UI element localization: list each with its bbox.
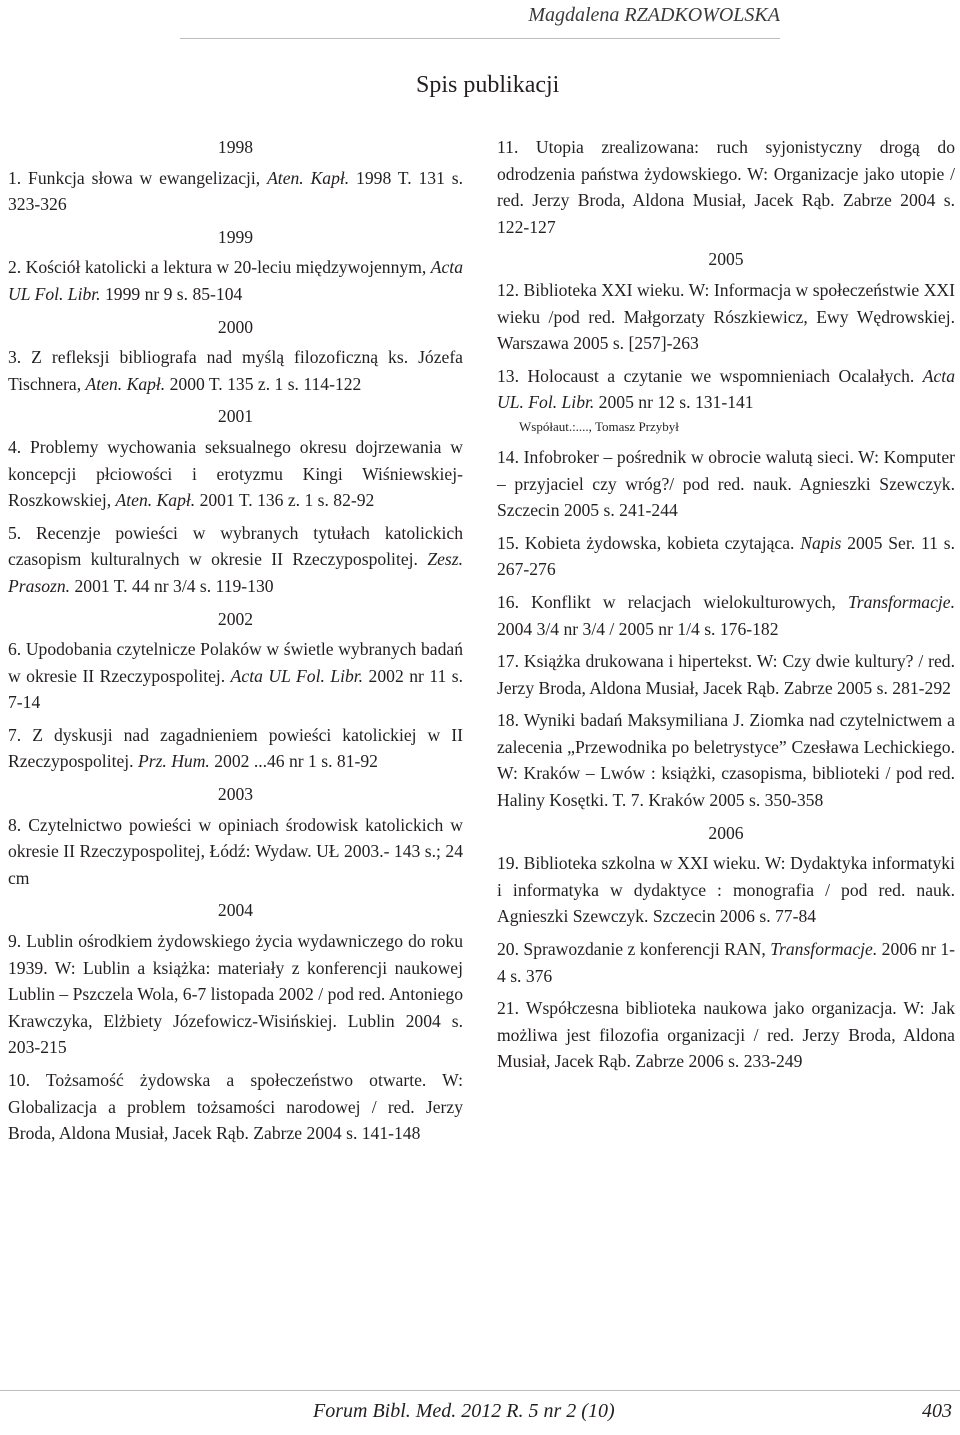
journal-citation: Forum Bibl. Med. 2012 R. 5 nr 2 (10): [313, 1400, 615, 1422]
page-number: 403: [922, 1400, 952, 1422]
publication-entry: 11. Utopia zrealizowana: ruch syjonistyczny drogą do odrodzenia państwa żydowskiego. W: Organizacje jako utopie / red. Jerzy Broda, Aldona Musiał, Jacek Rąb. Zabrze 2004 s. 122-127: [497, 137, 955, 237]
section-title: Spis publikacji: [416, 72, 560, 98]
publication-entry: 6. Upodobania czytelnicze Polaków w świetle wybranych badań w okresie II Rzeczypospolitej. Acta UL Fol. Libr. 2002 nr 11 s. 7-14: [8, 639, 463, 713]
publication-entry: 8. Czytelnictwo powieści w opiniach środowisk katolickich w okresie II Rzeczypospolitej, Łódź: Wydaw. UŁ 2003.- 143 s.; 24 cm: [8, 814, 463, 888]
year-heading: 2004: [217, 900, 254, 921]
year-heading: 2003: [217, 784, 254, 805]
year-heading: 1998: [217, 137, 254, 157]
year-heading: 2001: [217, 406, 254, 427]
publication-entry: 16. Konflikt w relacjach wielokulturowych, Transformacje. 2004 3/4 nr 3/4 / 2005 nr 1/4 s. 176-182: [497, 591, 955, 639]
coauthor-note: Współaut.:...., Tomasz Przybył: [519, 418, 679, 434]
publication-entry: 15. Kobieta żydowska, kobieta czytająca. Napis 2005 Ser. 11 s. 267-276: [497, 532, 955, 580]
publication-entry: 3. Z refleksji bibliografa nad myślą filozoficzną ks. Józefa Tischnera, Aten. Kapł. 2000 T. 135 z. 1 s. 114-122: [8, 347, 463, 394]
publication-entry: 1. Funkcja słowa w ewangelizacji, Aten. Kapł. 1998 T. 131 s. 323-326: [8, 167, 463, 215]
year-heading: 2005: [708, 249, 744, 270]
header-rule: [180, 38, 780, 39]
publication-entry: 13. Holocaust a czytanie we wspomnieniach Ocalałych. Acta UL. Fol. Libr. 2005 nr 12 s. 131-141: [497, 365, 955, 413]
running-head-author: Magdalena RZADKOWOLSKA: [528, 4, 780, 26]
publication-entry: 14. Infobroker – pośrednik w obrocie walutą sieci. W: Komputer – przyjaciel czy wróg?/ pod red. nauk. Agnieszki Szewczyk. Szczecin 2005 s. 241-244: [497, 446, 955, 521]
publication-entry: 20. Sprawozdanie z konferencji RAN, Transformacje. 2006 nr 1-4 s. 376: [497, 939, 955, 986]
publication-entry: 2. Kościół katolicki a lektura w 20-leciu międzywojennym, Acta UL Fol. Libr. 1999 nr 9 s. 85-104: [8, 257, 463, 304]
year-heading: 2000: [217, 316, 254, 337]
publication-entry: 19. Biblioteka szkolna w XXI wieku. W: Dydaktyka informatyki i informatyka w dydaktyce : monografia / pod red. nauk. Agnieszki Szewczyk. Szczecin 2006 s. 77-84: [497, 853, 955, 927]
year-heading: 2006: [708, 822, 744, 843]
right-column: [497, 134, 955, 1081]
year-heading: 2002: [217, 608, 254, 629]
publication-entry: 12. Biblioteka XXI wieku. W: Informacja w społeczeństwie XXI wieku /pod red. Małgorzaty Rószkiewicz, Ewy Wędrowskiej. Warszawa 2005 s. [257]-263: [497, 279, 955, 354]
page-header: [0, 0, 960, 42]
publication-entry: 9. Lublin ośrodkiem żydowskiego życia wydawniczego do roku 1939. W: Lublin a książka: materiały z konferencji naukowej Lublin – Pszczela Wola, 6-7 listopada 2002 / pod red. Antoniego Krawczyka, Elżbiety Józefowicz-Wisińskiej. Lublin 2004 s. 203-215: [8, 931, 463, 1058]
publication-entry: 5. Recenzje powieści w wybranych tytułach katolickich czasopism kulturalnych w okresie II Rzeczypospolitej. Zesz. Prasozn. 2001 T. 44 nr 3/4 s. 119-130: [8, 522, 463, 596]
footer-rule: [0, 1390, 960, 1391]
publication-entry: 7. Z dyskusji nad zagadnieniem powieści katolickiej w II Rzeczypospolitej. Prz. Hum. 2002 ...46 nr 1 s. 81-92: [8, 724, 463, 772]
publication-entry: 10. Tożsamość żydowska a społeczeństwo otwarte. W: Globalizacja a problem tożsamości narodowej / red. Jerzy Broda, Aldona Musiał, Jacek Rąb. Zabrze 2004 s. 141-148: [8, 1070, 463, 1144]
publication-entry: 18. Wyniki badań Maksymiliana J. Ziomka nad czytelnictwem a zalecenia „Przewodnika po beletrystyce” Czesława Lechickiego. W: Kraków – Lwów : książki, czasopisma, biblioteki / pod red. Haliny Kosętki. T. 7. Kraków 2005 s. 350-358: [497, 710, 955, 811]
year-heading: 1999: [217, 226, 254, 247]
publication-entry: 21. Współczesna biblioteka naukowa jako organizacja. W: Jak możliwa jest filozofia organizacji / red. Jerzy Broda, Aldona Musiał, Jacek Rąb. Zabrze 2006 s. 233-249: [497, 998, 955, 1072]
publication-entry: 17. Książka drukowana i hipertekst. W: Czy dwie kultury? / red. Jerzy Broda, Aldona Musiał, Jacek Rąb. Zabrze 2005 s. 281-292: [497, 651, 955, 698]
page-footer: [0, 1390, 960, 1435]
left-column: [8, 134, 463, 1153]
publication-entry: 4. Problemy wychowania seksualnego okresu dojrzewania w koncepcji płciowości i erotyzmu Kingi Wiśniewskiej-Roszkowskiej, Aten. Kapł. 2001 T. 136 z. 1 s. 82-92: [8, 436, 463, 511]
